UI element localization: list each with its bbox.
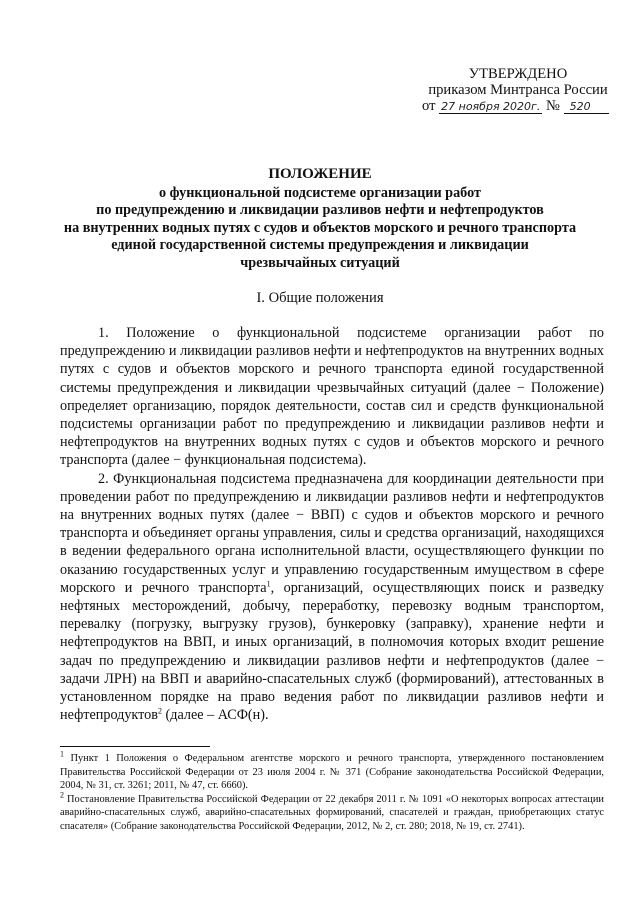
- approval-by: приказом Минтранса России: [428, 82, 608, 98]
- handwritten-number: 520: [564, 100, 609, 114]
- paragraph-2-part-c: (далее – АСФ(н).: [161, 707, 269, 724]
- title-line: по предупреждению и ликвидации разливов нефти и нефтепродуктов: [96, 202, 544, 219]
- title-line: на внутренних водных путях с судов и объектов морского и речного транспорта: [63, 219, 577, 236]
- paragraph-1: 1. Положение о функциональной подсистеме организации работ по предупреждению и ликвидации разливов нефти и нефтепродуктов на внутренних водных путях с судов и объектов морского и речного транспорта единой государственной системы предупреждения и ликвидации чрезвычайных ситуаций (далее − Положение) определяет организацию, порядок деятельности, состав сил и средств функциональной подсистемы организации работ по предупреждению и ликвидации разливов нефти и нефтепродуктов на внутренних водных путях с судов и объектов морского и речного транспорта (далее − функциональная подсистема).: [60, 325, 604, 469]
- title-line: чрезвычайных ситуаций: [240, 254, 400, 271]
- paragraph-2-part-a: 2. Функциональная подсистема предназначена для координации деятельности при проведении работ по предупреждению и ликвидации разливов нефти и нефтепродуктов на внутренних водных путях (далее − ВВП) с судов и объектов морского и речного транспорта и объединяет органы управления, силы и средства организаций, находящихся в ведении федерального органа исполнительной власти, осуществляющего функции по оказанию государственных услуг и управлению государственным имуществом в сфере морского и речного транспорта: [60, 470, 604, 596]
- footnote-mark: 1: [60, 749, 64, 759]
- footnote-ref-2: 2: [157, 706, 162, 716]
- footnote-mark: 2: [60, 790, 64, 800]
- paragraph-2: [60, 470, 604, 725]
- paragraph-2-part-b: , организаций, осуществляющих поиск и разведку нефтяных месторождений, добычу, переработку, перевозку водным транспортом, перевалку (погрузку, выгрузку грузов), бункеровку (заправку), хранение нефти и нефтепродуктов на ВВП, и иных организаций, в полномочия которых входит решение задач по предупреждению и ликвидации разливов нефти и нефтепродуктов (далее − задачи ЛРН) на ВВП и аварийно-спасательных служб (формирований), аттестованных в установленном порядке на право ведения работ по ликвидации разливов нефти и нефтепродуктов: [60, 579, 604, 724]
- number-prefix: №: [545, 98, 560, 114]
- footnotes: [60, 749, 604, 833]
- footnote-ref-1: 1: [266, 579, 271, 589]
- document-title: [40, 166, 600, 273]
- title-line: единой государственной системы предупреждения и ликвидации: [111, 237, 529, 254]
- title-line: о функциональной подсистеме организации работ: [159, 184, 481, 201]
- section-heading: I. Общие положения: [256, 290, 384, 306]
- footnote-text: Пункт 1 Положения о Федеральном агентстве морского и речного транспорта, утвержденного постановлением Правительства Российской Федерации от 23 июля 2004 г. № 371 (Собрание законодательства Российской Федерации, 2004, № 31, ст. 3261; 2011, № 47, ст. 6660).: [60, 753, 604, 791]
- approval-heading: УТВЕРЖДЕНО: [468, 66, 568, 82]
- footnote-text: Постановление Правительства Российской Федерации от 22 декабря 2011 г. № 1091 «О некоторых вопросах аттестации аварийно-спасательных служб, аварийно-спасательных формирований, спасателей и граждан, приобретающих статус спасателя» (Собрание законодательства Российской Федерации, 2012, № 2, ст. 280; 2018, № 19, ст. 2741).: [60, 793, 604, 832]
- footnote-1: [60, 749, 604, 793]
- title-main: ПОЛОЖЕНИЕ: [268, 166, 372, 182]
- footnote-2: [60, 790, 604, 834]
- handwritten-date: 27 ноября 2020г.: [441, 100, 541, 113]
- approval-date-line: [418, 98, 618, 115]
- date-prefix: от: [422, 98, 436, 114]
- footnote-divider: [60, 746, 210, 747]
- document-body: [60, 324, 604, 724]
- approval-stamp: [418, 66, 618, 115]
